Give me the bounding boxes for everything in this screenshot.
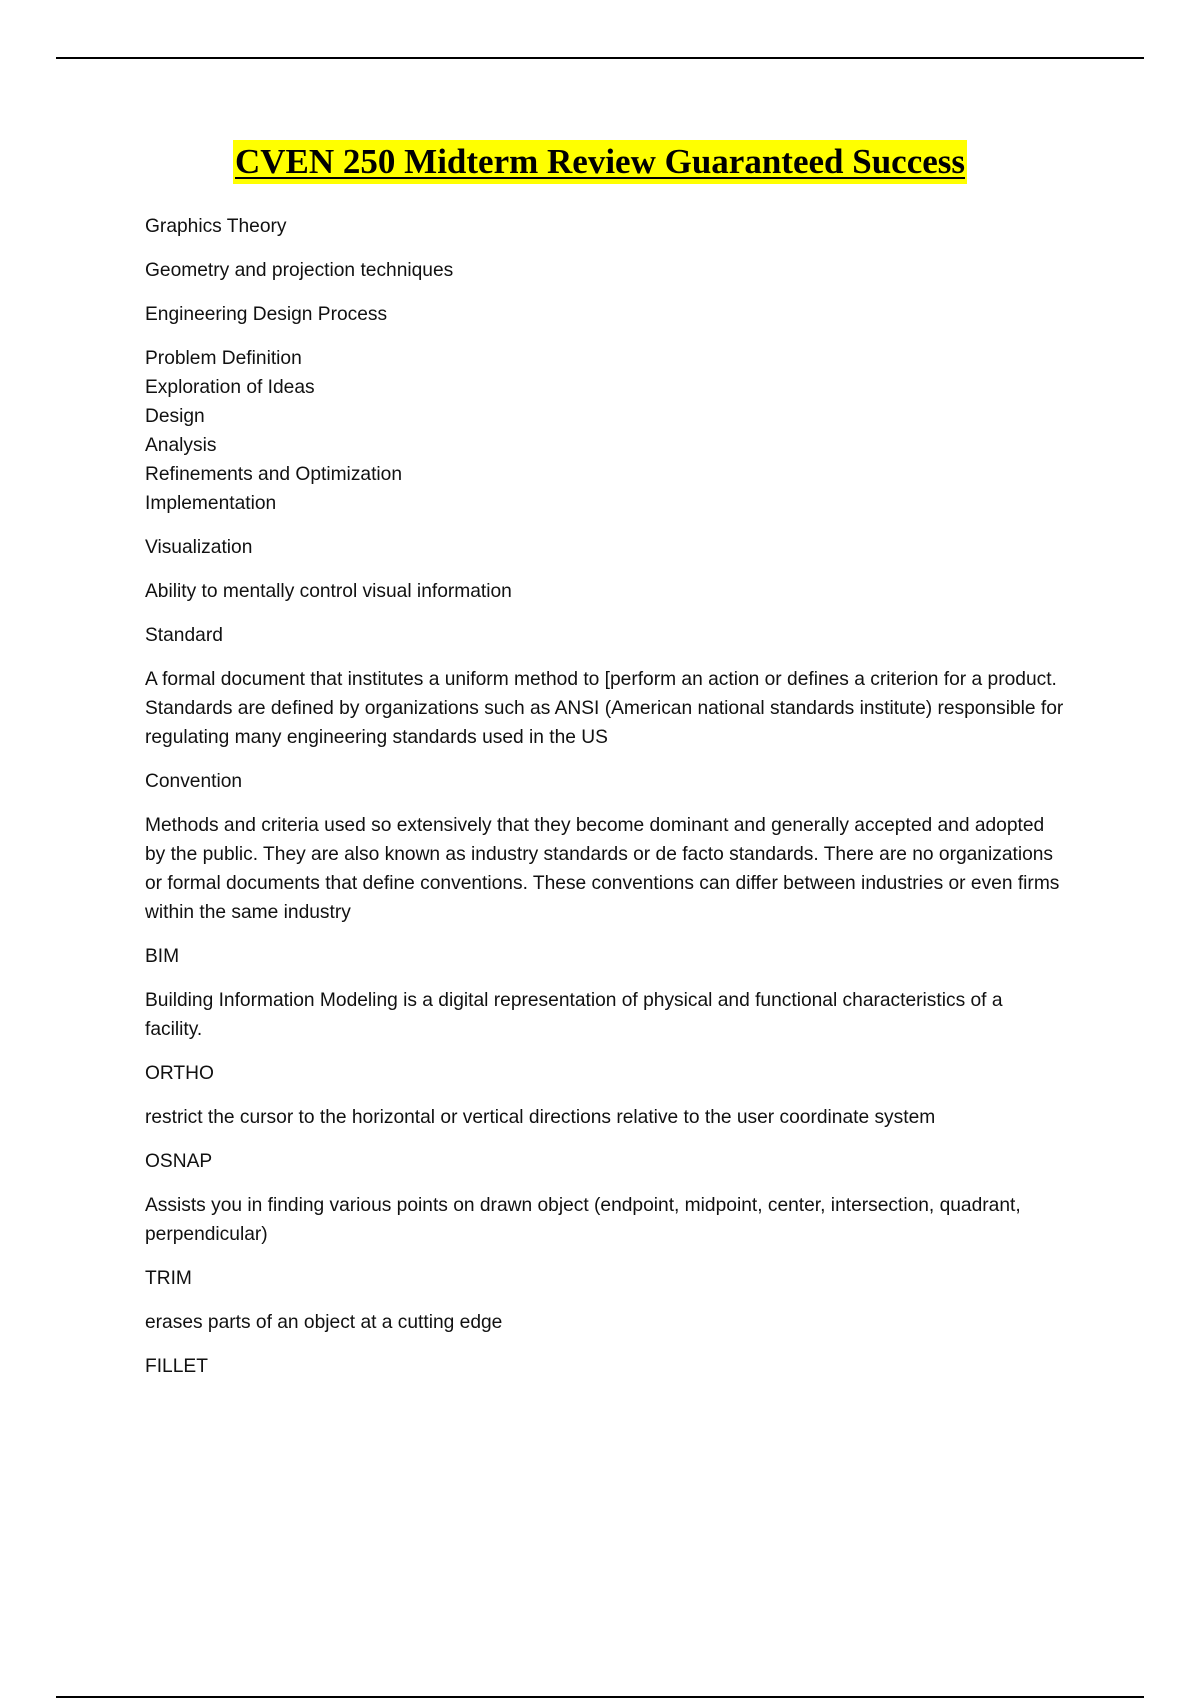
term-visualization: Visualization: [145, 537, 253, 558]
process-step: Analysis: [145, 435, 217, 456]
definition-bim: Building Information Modeling is a digital representation of physical and functional characteristics of a facility.: [145, 990, 1003, 1040]
term-standard: Standard: [145, 625, 223, 646]
definition-standard: A formal document that institutes a uniform method to [perform an action or defines a criterion for a product. Standards are defined by organizations such as ANSI (American national standards institute) responsible for regulating many engineering standards used in the US: [145, 669, 1064, 748]
term-ortho: ORTHO: [145, 1063, 214, 1084]
footer-rule: [56, 1696, 1144, 1698]
process-step: Refinements and Optimization: [145, 464, 403, 485]
process-step: Implementation: [145, 493, 277, 514]
process-step: Design: [145, 406, 205, 427]
term-osnap: OSNAP: [145, 1151, 213, 1172]
term-bim: BIM: [145, 946, 180, 967]
entry-engineering-design-process: Engineering Design Process: [145, 304, 388, 325]
entry-geometry-projection: Geometry and projection techniques: [145, 260, 454, 281]
process-step: Exploration of Ideas: [145, 377, 315, 398]
process-step: Problem Definition: [145, 348, 302, 369]
term-convention: Convention: [145, 771, 243, 792]
document-title: CVEN 250 Midterm Review Guaranteed Success: [233, 140, 967, 184]
term-fillet: FILLET: [145, 1356, 208, 1377]
document-body: [145, 212, 1065, 1396]
header-rule: [56, 57, 1144, 59]
definition-osnap: Assists you in finding various points on drawn object (endpoint, midpoint, center, intersection, quadrant, perpendicular): [145, 1195, 1021, 1245]
term-trim: TRIM: [145, 1268, 192, 1289]
definition-convention: Methods and criteria used so extensively that they become dominant and generally accepted and adopted by the public. They are also known as industry standards or de facto standards. There are no organizations or formal documents that define conventions. These conventions can differ between industries or even firms within the same industry: [145, 815, 1060, 923]
title-container: [0, 140, 1200, 184]
design-process-steps: [145, 344, 1065, 518]
definition-ortho: restrict the cursor to the horizontal or vertical directions relative to the user coordinate system: [145, 1107, 936, 1128]
entry-graphics-theory: Graphics Theory: [145, 216, 287, 237]
definition-visualization: Ability to mentally control visual information: [145, 581, 512, 602]
definition-trim: erases parts of an object at a cutting edge: [145, 1312, 503, 1333]
